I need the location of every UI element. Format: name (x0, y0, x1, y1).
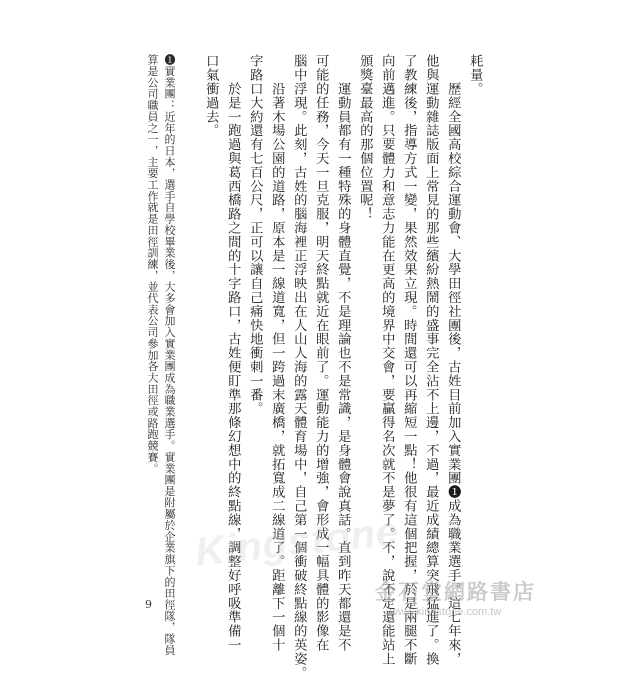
watermark-store-name: 金石堂網路書店 (375, 579, 536, 604)
body-line: 字路口大約還有七百公尺，正可以讓自己痛快地衝刺一番。 (247, 54, 263, 416)
body-line: 了教練後，指導方式一變，果然效果立現。時間還可以再縮短一點！他很有這個把握，於是兩腿不斷 (401, 54, 417, 666)
body-line: 他與運動雜誌版面上常見的那些繽紛熱鬧的盛事完全沾不上邊，不過，最近成績總算突飛猛進了。換 (423, 54, 439, 666)
body-line: 沿著木場公園的道路，原本是一線道寬，但一跨過末廣橋，就拓寬成二線道了。距離下一個十 (269, 54, 285, 652)
body-line: 向前邁進。只要體力和意志力能在更高的境界中交會，要贏得名次就不是夢了。不，說不定還能站上 (379, 54, 395, 666)
body-line: 於是一跑過與葛西橋路之間的十字路口，古姓便盯準那條幻想中的終點線，調整好呼吸準備一 (225, 54, 241, 652)
body-line: 頒獎臺最高的那個位置呢！ (357, 54, 373, 221)
body-line: 腦中浮現。此刻，古姓的腦海裡正浮映出在人山人海的露天體育場中，自己第一個衝破終點線的英姿。 (291, 54, 307, 680)
watermark-logo: Kingstone (193, 509, 402, 575)
body-line: 運動員都有一種特殊的身體直覺，不是理論也不是常識，是身體會說真話。直到昨天都還是不 (335, 54, 351, 652)
body-line: 歷經全國高校綜合運動會、大學田徑社團後，古姓目前加入實業團❶成為職業選手。這七年來， (445, 54, 461, 666)
body-line: 耗量。 (467, 54, 483, 96)
footnote-line: 算是公司職員之一，主要工作就是田徑訓練，並代表公司參加各大田徑或路跑競賽。 (146, 54, 159, 474)
body-line: 口氣衝過去。 (203, 54, 219, 138)
footnote-line: ❶實業團：近年的日本，選手自學校畢業後，大多會加入實業團成為職業選手。實業團是附屬於企業旗下的田徑隊，隊員 (163, 54, 176, 656)
page-number: 9 (145, 598, 152, 611)
watermark-url: www.kingstone.com.tw (390, 606, 502, 618)
body-line: 可能的任務，今天一旦克服，明天終點就近在眼前了。運動能力的增強，會形成一幅具體的影像在 (313, 54, 329, 652)
